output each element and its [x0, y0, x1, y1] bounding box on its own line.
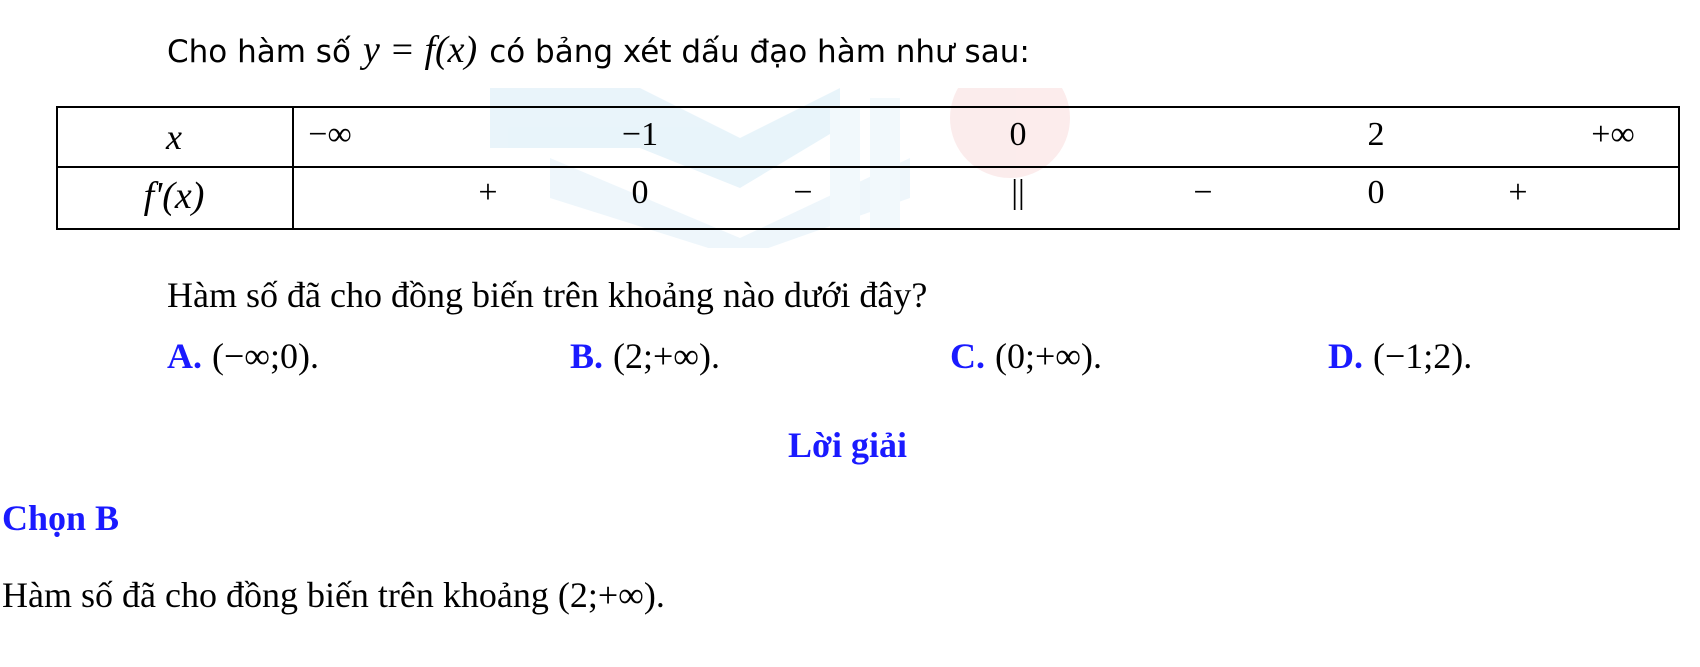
- x-value: 2: [1367, 116, 1385, 153]
- intro-prefix: Cho hàm số: [167, 34, 351, 70]
- x-value: +∞: [1591, 116, 1635, 153]
- option-interval: (2;+∞): [613, 336, 711, 376]
- header-fprime: f'(x): [143, 175, 205, 217]
- option-letter: A.: [167, 336, 202, 376]
- x-value: 0: [1009, 116, 1027, 153]
- option-c[interactable]: [950, 335, 1102, 377]
- explanation-text: Hàm số đã cho đồng biến trên khoảng: [2, 575, 549, 615]
- option-end: .: [309, 336, 319, 376]
- option-a[interactable]: [167, 335, 319, 377]
- answer-choice: Chọn B: [2, 498, 120, 538]
- explanation-interval: (2;+∞): [557, 575, 656, 615]
- header-x: x: [166, 117, 182, 157]
- question-text: Hàm số đã cho đồng biến trên khoảng nào dưới đây?: [167, 275, 928, 315]
- option-b[interactable]: [570, 335, 720, 377]
- table-column-divider: [292, 108, 294, 228]
- sign-cell: 0: [631, 174, 649, 211]
- option-end: .: [1463, 336, 1473, 376]
- option-interval: (0;+∞): [995, 336, 1093, 376]
- x-value: −∞: [308, 116, 352, 153]
- sign-cell: ||: [1011, 174, 1025, 211]
- explanation: [2, 574, 665, 616]
- intro-suffix: có bảng xét dấu đạo hàm như sau:: [489, 34, 1030, 70]
- sign-cell: 0: [1367, 174, 1385, 211]
- option-interval: (−1;2): [1373, 336, 1464, 376]
- sign-cell: −: [1193, 174, 1213, 211]
- option-interval: (−∞;0): [212, 336, 310, 376]
- option-letter: C.: [950, 336, 985, 376]
- option-end: .: [1092, 336, 1102, 376]
- function-expression: y = f(x): [362, 29, 478, 71]
- intro-line: [167, 28, 1030, 72]
- option-letter: B.: [570, 336, 604, 376]
- solution-title: Lời giải: [788, 425, 907, 465]
- sign-table: [56, 106, 1680, 230]
- option-end: .: [710, 336, 720, 376]
- sign-cell: −: [793, 174, 813, 211]
- sign-cell: +: [478, 174, 498, 211]
- x-value: −1: [621, 116, 659, 153]
- option-letter: D.: [1328, 336, 1363, 376]
- option-d[interactable]: [1328, 335, 1472, 377]
- table-row-divider: [58, 166, 1678, 168]
- sign-cell: +: [1508, 174, 1528, 211]
- explanation-end: .: [655, 575, 665, 615]
